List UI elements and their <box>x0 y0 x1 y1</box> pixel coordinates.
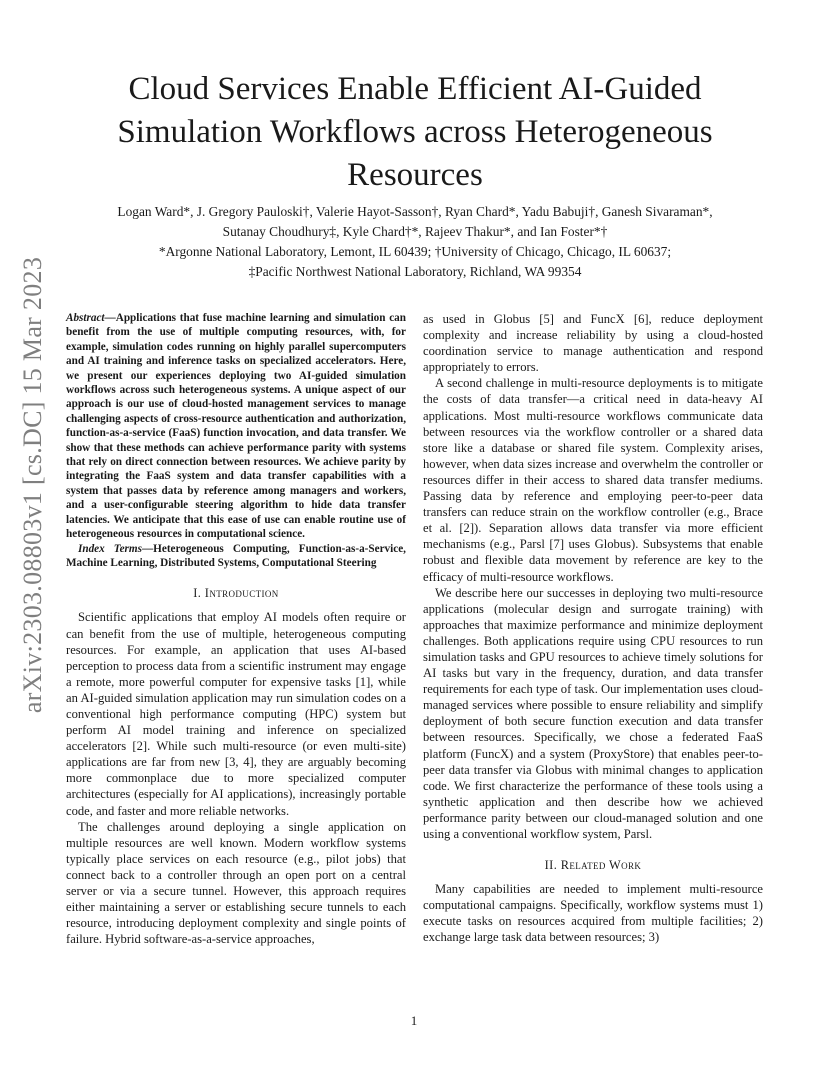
index-terms <box>66 542 406 571</box>
affiliation-line: *Argonne National Laboratory, Lemont, IL 60439; †University of Chicago, Chicago, IL 60637; <box>158 244 672 259</box>
index-terms-body: —Heterogeneous Computing, Function-as-a-Service, Machine Learning, Distributed Systems, Computational Steering <box>66 542 406 569</box>
body-paragraph: We describe here our successes in deploying two multi-resource applications (molecular design and surrogate training) with approaches that maximize performance and minimize deployment challenges. Both applications require using CPU resources to run simulation tasks and GPU resources to achieve timely solutions for AI tasks but vary in the frequency, duration, and data transfer requirements for each type of task. Our implementation uses cloud-managed services where possible to ensure reliability and simplify deployment of both secure function execution and data transfer between resources. Specifically, we chose a federated FaaS platform (FuncX) and a system (ProxyStore) that enables peer-to-peer data transfer via Globus with minimal changes to application code. We first characterize the performance of these tools using a synthetic application and then describe how we achieved performance parity between our cloud-managed solution and one using a conventional workflow system, Parsl. <box>423 585 763 841</box>
section-heading-related-work: II. Related Work <box>544 858 642 873</box>
author-block <box>60 202 770 282</box>
body-paragraph: as used in Globus [5] and FuncX [6], reduce deployment complexity and increase reliability by using a cloud-hosted coordination service to manage authentication and respond appropriately to errors. <box>423 312 763 375</box>
left-column <box>66 311 406 947</box>
author-line: Logan Ward*, J. Gregory Pauloski†, Valerie Hayot-Sasson†, Ryan Chard*, Yadu Babuji†, Ganesh Sivaraman*, <box>117 204 713 219</box>
right-column <box>423 311 763 946</box>
section-heading-introduction: I. Introduction <box>193 586 279 601</box>
abstract-heading: Abstract <box>66 312 105 324</box>
index-terms-heading: Index Terms <box>78 542 142 555</box>
body-paragraph: The challenges around deploying a single application on multiple resources are well known. Modern workflow systems typically place services on each resource (e.g., pilot jobs) that connect back to a controller through an open port on a central server or via a secure tunnel. However, this approach requires either maintaining a server or establishing secure tunnels to each resource, introducing deployment complexity and single points of failure. Hybrid software-as-a-service approaches, <box>66 819 406 947</box>
body-paragraph: A second challenge in multi-resource deployments is to mitigate the costs of data transfer—a critical need in data-heavy AI applications. Most multi-resource workflows communicate data between resources via the workflow controller or a shared data store like a database or shared file system. Complexity arises, however, when data sizes increase and overwhelm the controller or resources differ in their access to shared data transfer mediums. Passing data by reference and employing peer-to-peer data transfers can reduce strain on the workflow controller (e.g., Brace et al. [2]). Separation allows data transfer via more efficient mechanisms (e.g., Parsl [7] uses Globus). Subsystems that enable robust and flexible data movement by reference are key to the efficacy of multi-resource workflows. <box>423 376 763 584</box>
abstract-body: —Applications that fuse machine learning and simulation can benefit from the use of multiple computing resources, with, for example, simulation codes running on highly parallel supercomputers and AI training and inference tasks on specialized accelerators. Here, we present our experiences deploying two AI-guided simulation workflows across such heterogeneous systems. A unique aspect of our approach is our use of cloud-hosted management services to manage challenging aspects of cross-resource authentication and authorization, function-as-a-service (FaaS) function invocation, and data transfer. We show that these methods can achieve performance parity with systems that rely on direct connection between resources. We achieve parity by integrating the FaaS system and data transfer capabilities with a system that passes data by reference among managers and workers, and a user-configurable steering algorithm to hide data transfer latencies. We anticipate that this ease of use can enable routine use of heterogeneous resources in computational science. <box>66 312 406 541</box>
page-number: 1 <box>410 1013 418 1028</box>
paper-title: Cloud Services Enable Efficient AI-Guided Simulation Workflows across Heterogeneous Resources <box>117 71 713 193</box>
arxiv-identifier <box>18 256 48 714</box>
body-paragraph: Many capabilities are needed to implement multi-resource computational campaigns. Specifically, workflow systems must 1) execute tasks on resources acquired from multiple facilities; 2) exchange large task data between resources; 3) <box>423 882 763 945</box>
abstract <box>66 311 406 542</box>
author-line: Sutanay Choudhury‡, Kyle Chard†*, Rajeev Thakur*, and Ian Foster*† <box>222 224 608 239</box>
body-paragraph: Scientific applications that employ AI models often require or can benefit from the use of multiple, heterogeneous computing resources. For example, an application that uses AI-based perception to process data from a scientific instrument may engage a remote, more powerful computer for expensive tasks [1], while an AI-guided simulation application may run simulation codes on a conventional high performance computing (HPC) system but perform AI model training and inference on specialized accelerators [2]. While such multi-resource (or even multi-site) applications are far from new [3, 4], they are arguably becoming more commonplace due to more specialized computer architectures (especially for AI applications), increasingly portable code, and faster and more reliable networks. <box>66 610 406 818</box>
affiliation-line: ‡Pacific Northwest National Laboratory, Richland, WA 99354 <box>248 264 582 279</box>
arxiv-identifier-text: arXiv:2303.08803v1 [cs.DC] 15 Mar 2023 <box>18 256 48 714</box>
